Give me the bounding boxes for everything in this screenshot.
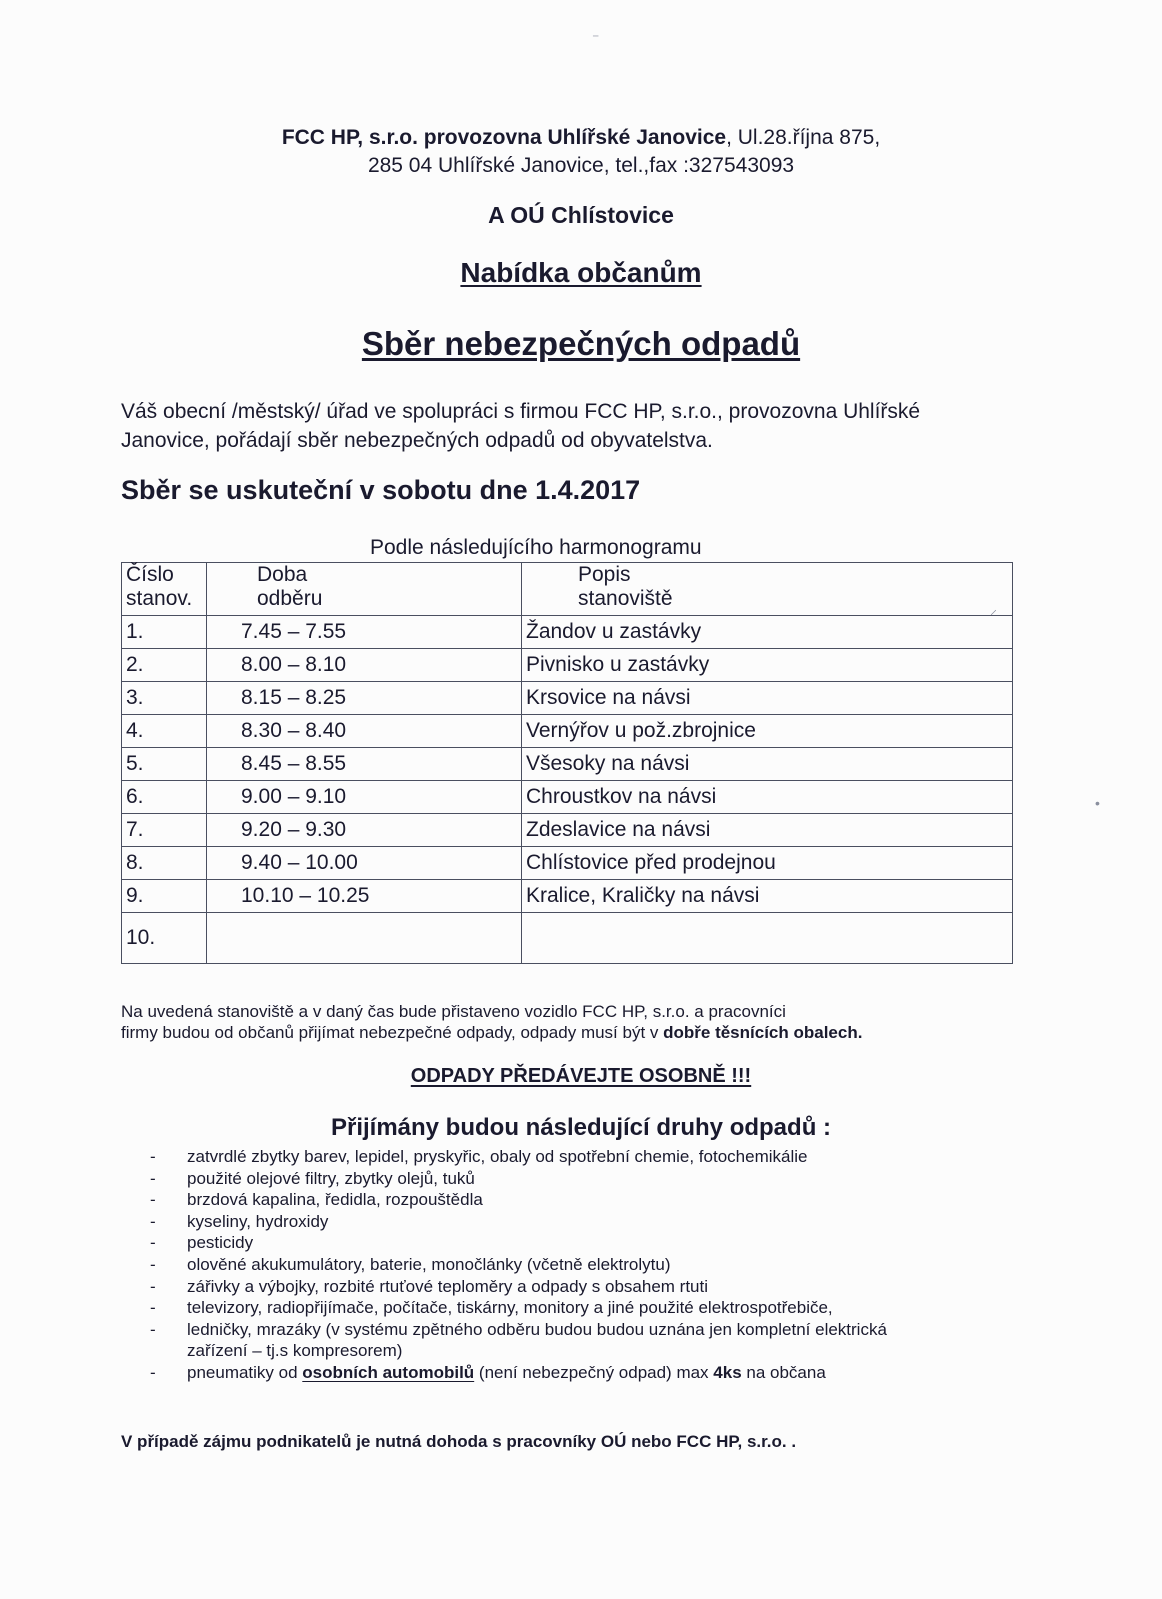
company-header-line2: 285 04 Uhlířské Janovice, tel.,fax :327543093 — [367, 154, 795, 177]
station-place — [522, 913, 1013, 964]
scan-speck: ⁻ — [592, 30, 600, 46]
table-row — [122, 649, 1013, 682]
header-label: Popis — [578, 563, 631, 586]
header-collection-time — [207, 563, 522, 616]
collection-time: 8.30 – 8.40 — [207, 715, 522, 748]
collection-time: 7.45 – 7.55 — [207, 616, 522, 649]
company-name: FCC HP, s.r.o. provozovna Uhlířské Janovice — [281, 126, 727, 149]
station-number: 1. — [122, 616, 207, 649]
table-row — [122, 880, 1013, 913]
table-row — [122, 781, 1013, 814]
list-item: - olověné akukumulátory, baterie, monočlánky (včetně elektrolytu) — [150, 1254, 1030, 1276]
collection-time: 8.45 – 8.55 — [207, 748, 522, 781]
waste-types-list — [150, 1146, 1030, 1384]
station-place: Kralice, Kraličky na návsi — [522, 880, 1013, 913]
notice-line1: Na uvedená stanoviště a v daný čas bude přistaveno vozidlo FCC HP, s.r.o. a pracovníci — [121, 1002, 786, 1021]
station-place: Krsovice na návsi — [522, 682, 1013, 715]
station-place: Vernýřov u pož.zbrojnice — [522, 715, 1013, 748]
notice-line2: firmy budou od občanů přijímat nebezpečné odpady, odpady musí být v — [121, 1023, 664, 1042]
station-number: 4. — [122, 715, 207, 748]
tires-text: (není nebezpečný odpad) max — [474, 1362, 714, 1382]
header-label: stanoviště — [578, 587, 673, 610]
station-number: 10. — [122, 913, 207, 964]
table-row — [122, 847, 1013, 880]
intro-paragraph: Váš obecní /městský/ úřad ve spolupráci s firmou FCC HP, s.r.o., provozovna Uhlířské Janovice, pořádají sběr nebezpečných odpadů od obyvatelstva. — [121, 400, 921, 452]
schedule-caption: Podle následujícího harmonogramu — [370, 536, 702, 559]
collection-time: 8.00 – 8.10 — [207, 649, 522, 682]
table-row — [122, 616, 1013, 649]
header-station-description — [522, 563, 1013, 616]
schedule-table — [121, 562, 1013, 964]
list-item: - ledničky, mrazáky (v systému zpětného odběru budou budou uznána jen kompletní elektrická zařízení – tj.s kompresorem) — [150, 1319, 897, 1362]
partner-name: A OÚ Chlístovice — [488, 202, 674, 228]
header-label: Číslo — [126, 563, 174, 586]
tires-limit: 4ks — [713, 1362, 742, 1382]
collection-time: 10.10 – 10.25 — [207, 880, 522, 913]
station-place: Chlístovice před prodejnou — [522, 847, 1013, 880]
collection-time — [207, 913, 522, 964]
page-title: Nabídka občanům — [460, 257, 702, 288]
collection-time: 9.00 – 9.10 — [207, 781, 522, 814]
station-number: 7. — [122, 814, 207, 847]
list-item: - zářivky a výbojky, rozbité rtuťové teploměry a odpady s obsahem rtuti — [150, 1276, 1030, 1298]
station-place: Chroustkov na návsi — [522, 781, 1013, 814]
table-row — [122, 814, 1013, 847]
schedule-header-row — [122, 563, 1013, 616]
vehicle-notice — [121, 1001, 1081, 1043]
notice-line2-emphasis: dobře těsnících obalech. — [663, 1023, 863, 1042]
header-label: Doba — [257, 563, 308, 586]
station-number: 3. — [122, 682, 207, 715]
station-number: 2. — [122, 649, 207, 682]
station-place: Žandov u zastávky — [522, 616, 1013, 649]
list-item: - brzdová kapalina, ředidla, rozpouštědla — [150, 1189, 1030, 1211]
list-item: - použité olejové filtry, zbytky olejů, tuků — [150, 1168, 1030, 1190]
table-row — [122, 715, 1013, 748]
station-number: 6. — [122, 781, 207, 814]
scan-speck: ⸝ — [990, 601, 997, 617]
page-subtitle: Sběr nebezpečných odpadů — [361, 325, 801, 362]
header-label: stanov. — [126, 587, 193, 610]
list-item-tires — [150, 1362, 1030, 1384]
list-item: - kyseliny, hydroxidy — [150, 1211, 1030, 1233]
accepted-waste-title: Přijímány budou následující druhy odpadů : — [330, 1114, 832, 1141]
personal-handover-warning: ODPADY PŘEDÁVEJTE OSOBNĚ !!! — [410, 1065, 752, 1087]
list-item: - zatvrdlé zbytky barev, lepidel, pryskyřic, obaly od spotřební chemie, fotochemikálie — [150, 1146, 1030, 1168]
list-item: - pesticidy — [150, 1232, 1030, 1254]
station-place: Pivnisko u zastávky — [522, 649, 1013, 682]
business-note: V případě zájmu podnikatelů je nutná dohoda s pracovníky OÚ nebo FCC HP, s.r.o. . — [121, 1432, 797, 1451]
collection-time: 9.20 – 9.30 — [207, 814, 522, 847]
tires-text: pneumatiky od — [187, 1362, 303, 1382]
list-item: - televizory, radiopřijímače, počítače, tiskárny, monitory a jiné použité elektrospotřebiče, — [150, 1297, 1030, 1319]
company-address: , Ul.28.října 875, — [726, 126, 881, 149]
company-header-line1 — [0, 124, 1162, 152]
table-row — [122, 913, 1013, 964]
tires-text: na občana — [741, 1362, 826, 1382]
tires-vehicle-type: osobních automobilů — [302, 1362, 475, 1382]
station-place: Všesoky na návsi — [522, 748, 1013, 781]
header-label: odběru — [257, 587, 323, 610]
collection-time: 8.15 – 8.25 — [207, 682, 522, 715]
station-number: 9. — [122, 880, 207, 913]
collection-date: Sběr se uskuteční v sobotu dne 1.4.2017 — [121, 475, 641, 505]
table-row — [122, 682, 1013, 715]
station-number: 5. — [122, 748, 207, 781]
collection-time: 9.40 – 10.00 — [207, 847, 522, 880]
scan-speck: • — [1095, 795, 1100, 811]
station-place: Zdeslavice na návsi — [522, 814, 1013, 847]
table-row — [122, 748, 1013, 781]
station-number: 8. — [122, 847, 207, 880]
header-station-number — [122, 563, 207, 616]
